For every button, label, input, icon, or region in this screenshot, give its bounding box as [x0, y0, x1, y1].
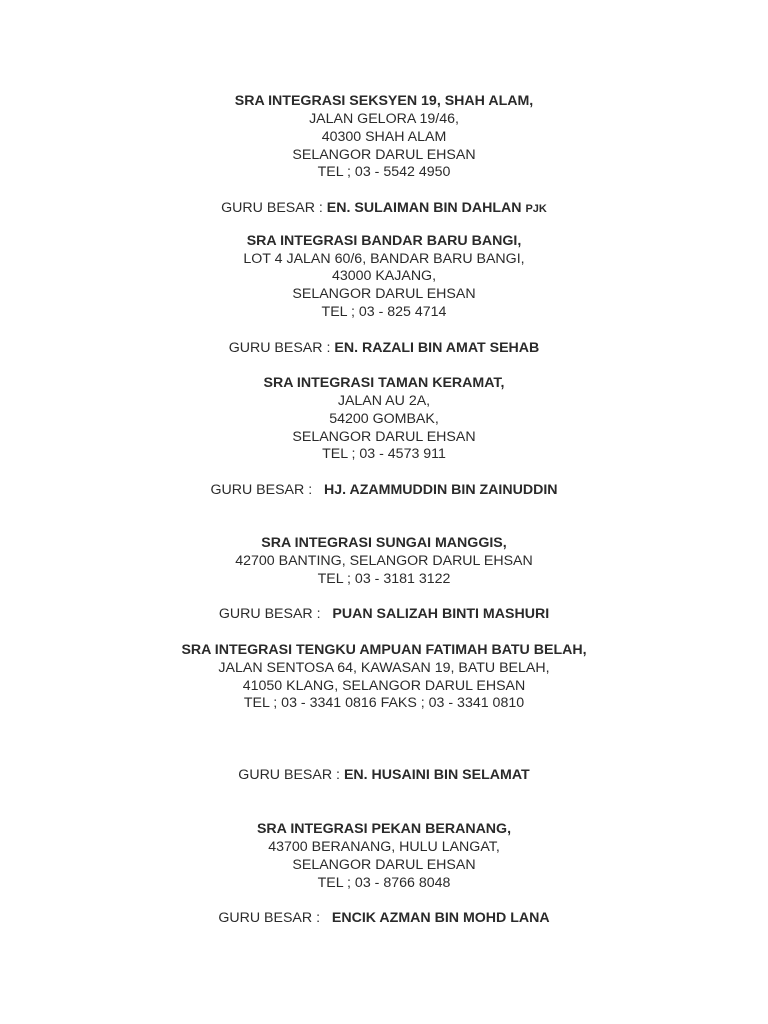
school-address-line: SELANGOR DARUL EHSAN — [292, 147, 476, 163]
headmaster-name: EN. RAZALI BIN AMAT SEHAB — [334, 340, 540, 356]
headmaster-name: PUAN SALIZAH BINTI MASHURI — [332, 606, 550, 622]
school-name: SRA INTEGRASI BANDAR BARU BANGI, — [246, 233, 522, 249]
headmaster-line — [0, 910, 768, 927]
school-address-line: 43700 BERANANG, HULU LANGAT, — [268, 839, 500, 855]
headmaster-line — [0, 340, 768, 357]
school-telephone: TEL ; 03 - 8766 8048 — [317, 875, 451, 891]
headmaster-name: ENCIK AZMAN BIN MOHD LANA — [331, 910, 550, 926]
headmaster-label: GURU BESAR : — [218, 606, 333, 622]
school-address-line: JALAN GELORA 19/46, — [309, 111, 459, 127]
headmaster-label: GURU BESAR : — [210, 482, 324, 498]
school-address-line: JALAN SENTOSA 64, KAWASAN 19, BATU BELAH, — [218, 660, 550, 676]
school-telephone: TEL ; 03 - 3341 0816 FAKS ; 03 - 3341 0810 — [243, 695, 525, 711]
school-name: SRA INTEGRASI TENGKU AMPUAN FATIMAH BATU BELAH, — [181, 642, 587, 658]
school-name: SRA INTEGRASI PEKAN BERANANG, — [256, 821, 512, 837]
school-address-line: SELANGOR DARUL EHSAN — [292, 857, 476, 873]
school-address-line: 54200 GOMBAK, — [329, 411, 439, 427]
headmaster-name: HJ. AZAMMUDDIN BIN ZAINUDDIN — [323, 482, 558, 498]
school-address-line: 42700 BANTING, SELANGOR DARUL EHSAN — [235, 553, 533, 569]
school-address-line: SELANGOR DARUL EHSAN — [292, 286, 476, 302]
headmaster-label: GURU BESAR : — [218, 910, 332, 926]
school-name: SRA INTEGRASI SEKSYEN 19, SHAH ALAM, — [234, 93, 534, 109]
school-address-line: LOT 4 JALAN 60/6, BANDAR BARU BANGI, — [243, 251, 525, 267]
school-address-line: 40300 SHAH ALAM — [321, 129, 447, 145]
headmaster-name: EN. SULAIMAN BIN DAHLAN — [326, 200, 522, 216]
school-address-line: 43000 KAJANG, — [331, 268, 437, 284]
school-name: SRA INTEGRASI TAMAN KERAMAT, — [263, 375, 505, 391]
headmaster-line — [0, 767, 768, 784]
headmaster-honorific: PJK — [525, 203, 547, 215]
school-address-line: SELANGOR DARUL EHSAN — [292, 429, 476, 445]
headmaster-name: EN. HUSAINI BIN SELAMAT — [343, 767, 530, 783]
school-telephone: TEL ; 03 - 3181 3122 — [317, 571, 451, 587]
school-telephone: TEL ; 03 - 4573 911 — [322, 446, 446, 462]
headmaster-line — [0, 200, 768, 218]
headmaster-line — [0, 606, 768, 623]
school-address-line: JALAN AU 2A, — [337, 393, 431, 409]
headmaster-line — [0, 482, 768, 499]
school-telephone: TEL ; 03 - 5542 4950 — [317, 164, 451, 180]
school-telephone: TEL ; 03 - 825 4714 — [321, 304, 447, 320]
school-name: SRA INTEGRASI SUNGAI MANGGIS, — [261, 535, 507, 551]
headmaster-label: GURU BESAR : — [221, 200, 323, 216]
headmaster-label: GURU BESAR : — [238, 767, 340, 783]
headmaster-label: GURU BESAR : — [228, 340, 331, 356]
school-address-line: 41050 KLANG, SELANGOR DARUL EHSAN — [242, 678, 526, 694]
